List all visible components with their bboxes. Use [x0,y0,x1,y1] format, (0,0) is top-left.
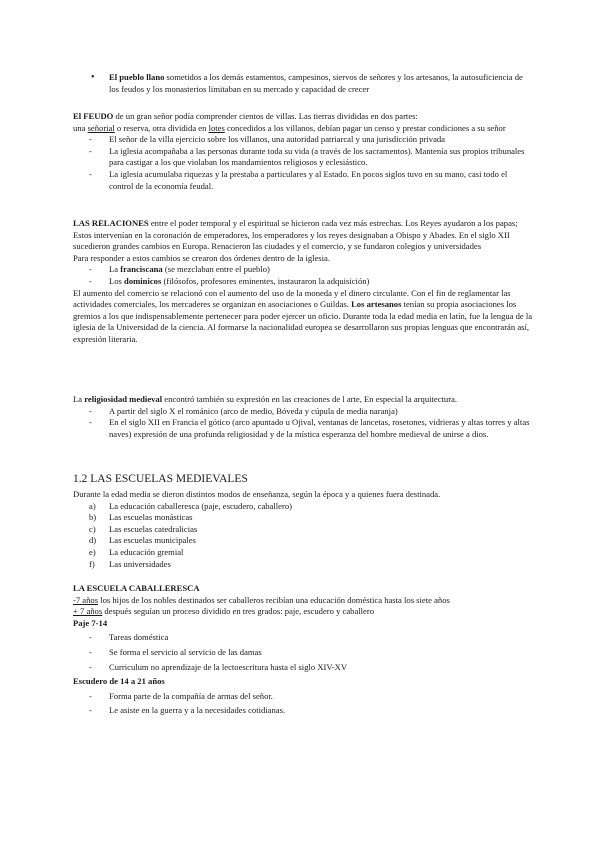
text-run: después seguían un proceso dividido en tres grados: paje, escudero y caballero [102,606,375,617]
list-marker: a) [89,500,96,511]
bold-term: franciscana [120,264,163,275]
relaciones-section [73,218,533,346]
text-run: La [73,394,85,404]
escuelas-section [73,472,533,570]
paragraph [73,111,533,123]
section-heading: 1.2 LAS ESCUELAS MEDIEVALES [73,473,248,485]
list-item [73,72,533,95]
text-run: (se mezclaban entre el pueblo) [162,264,270,275]
section-heading: El FEUDO [73,111,114,121]
text-run: (filósofos, profesores eminentes, instauraron la adquisición) [161,275,370,286]
text-run: tenían su propia asociaciones los gremios a los que indispensablemente pertenecer para poder ejercer un oficio. Durante toda la edad media en latín, fue la lengua de la iglesia de la Universidad de la ciencia. Al formarse la nacionalidad europea se desarrollaron sus propias lenguas que encontrarán así, expresión literaria. [73,299,533,344]
subheading [73,618,533,630]
list-marker: c) [89,523,96,534]
list-item: - Se forma el servicio al servicio de las damas [73,647,533,659]
section-heading [73,583,533,595]
item-text: Las escuelas monásticas [109,512,193,523]
list-item: - Le asiste en la guerra y a la necesidades cotidianas. [73,705,533,717]
list-item [73,547,533,559]
item-text: Las universidades [109,558,171,569]
underlined-term: lotes [208,122,225,133]
bold-term: religiosidad medieval [84,394,163,404]
item-text: Las escuelas municipales [109,535,196,546]
item-text: sometidos a los demás estamentos, campesinos, siervos de señores y los artesanos, la autosuficiencia de los feudos y los monasterios limitaban en su mercado y capacidad de crecer [109,72,523,94]
list-marker: d) [89,535,97,546]
text-run: concedidos a los villanos, debían pagar un censo y prestar condiciones a su señor [224,122,506,133]
text-run: encontró también su expresión en las creaciones de l arte, En especial la arquitectura. [162,394,458,404]
bold-term: dominicos [124,275,162,286]
item-text: La educación caballeresca (paje, escudero, caballero) [109,500,292,511]
list-item [73,512,533,524]
heading-text: Escudero de 14 a 21 años [73,676,165,687]
list-item: - Tareas doméstica [73,632,533,644]
list-item [73,535,533,547]
paragraph: Durante la edad media se dieron distintos modos de enseñanza, según la época y a quienes fuera destinada. [73,489,441,499]
heading-text: LA ESCUELA CABALLERESCA [73,583,200,593]
heading-text: Paje 7-14 [73,617,108,628]
intro-section [73,72,533,95]
subheading [73,676,533,688]
list-marker: f) [89,558,95,569]
list-item: - En el siglo XII en Francia el gótico (arco apuntado u Ojival, ventanas de lancetas, rosetones, vidrieras y altas torres y altas naves) expresión de una profunda religiosidad y de la mística esperanza del hombre medieval de unirse a dios. [73,417,533,440]
underlined-term: + 7 años [73,606,103,617]
text-run: La [109,264,121,275]
list-item: - La iglesia acompañaba a las personas durante toda su vida (a través de los sacramentos). Mantenía sus propios tribunales para castigar a los que violaban los mandamientos religiosos y eclesiástico. [73,146,533,169]
list-item [73,559,533,571]
paragraph [73,123,533,135]
paragraph [73,288,533,346]
text-run: una [73,122,88,133]
caballeresca-section [73,583,533,717]
list-item: - La iglesia acumulaba riquezas y la prestaba a particulares y al Estado. En pocos siglos tuvo en su mano, casi todo el control de la economía feudal. [73,169,533,192]
paragraph [73,595,533,607]
list-item [73,524,533,536]
list-item: - A partir del siglo X el románico (arco de medio, Bóveda y cúpula de media naranja) [73,406,533,418]
list-item: - El señor de la villa ejercicio sobre los villanos, una autoridad patriarcal y una jurisdicción privada [73,134,533,146]
section-heading: LAS RELACIONES [73,218,149,228]
list-item [73,501,533,513]
list-item [73,276,533,288]
underlined-term: -7 años [73,594,99,605]
religiosidad-section [73,394,533,440]
list-item: - Curriculum no aprendizaje de la lectoescritura hasta el siglo XIV-XV [73,662,533,674]
list-item: - Forma parte de la compañía de armas del señor. [73,691,533,703]
paragraph: Para responder a estos cambios se crearon dos órdenes dentro de la iglesia. [73,252,331,263]
list-marker: e) [89,546,96,557]
bold-term: El pueblo llano [109,72,165,82]
paragraph-text: de un gran señor podía comprender cientos de villas. Las tierras divididas en dos partes: [113,111,418,121]
text-run: Los [109,275,125,286]
text-run: o reserva, otra dividida en [114,122,209,133]
list-item [73,264,533,276]
bold-term: Los artesanos [351,299,402,310]
feudo-section [73,111,533,192]
paragraph-text: entre el poder temporal y el espiritual se hicieron cada vez más estrechas. Los Reyes ayudaron a los papas; Estos intervenían en la coronación de emperadores, los emperadores y los reyes designaban a Obispo y Abades. En el siglo XII sucedieron grandes cambios en Europa. Renacieron las ciudades y el comercio, y se fundaron colegios y universidades [73,218,518,252]
paragraph [73,218,533,253]
text-run: El aumento del comercio se relacionó con el aumento del uso de la moneda y el dinero circulante. Con el fin de reglamentar las actividades comerciales, los mercaderes se organizan en asociaciones o Guildas. [73,287,511,310]
item-text: La educación gremial [109,546,184,557]
item-text: Las escuelas catedralicias [109,523,198,534]
paragraph [73,606,533,618]
underlined-term: señorial [87,122,115,133]
list-marker: b) [89,512,97,523]
text-run: los hijos de los nobles destinados ser caballeros recibían una educación doméstica hasta los siete años [98,594,450,605]
paragraph [73,394,533,406]
